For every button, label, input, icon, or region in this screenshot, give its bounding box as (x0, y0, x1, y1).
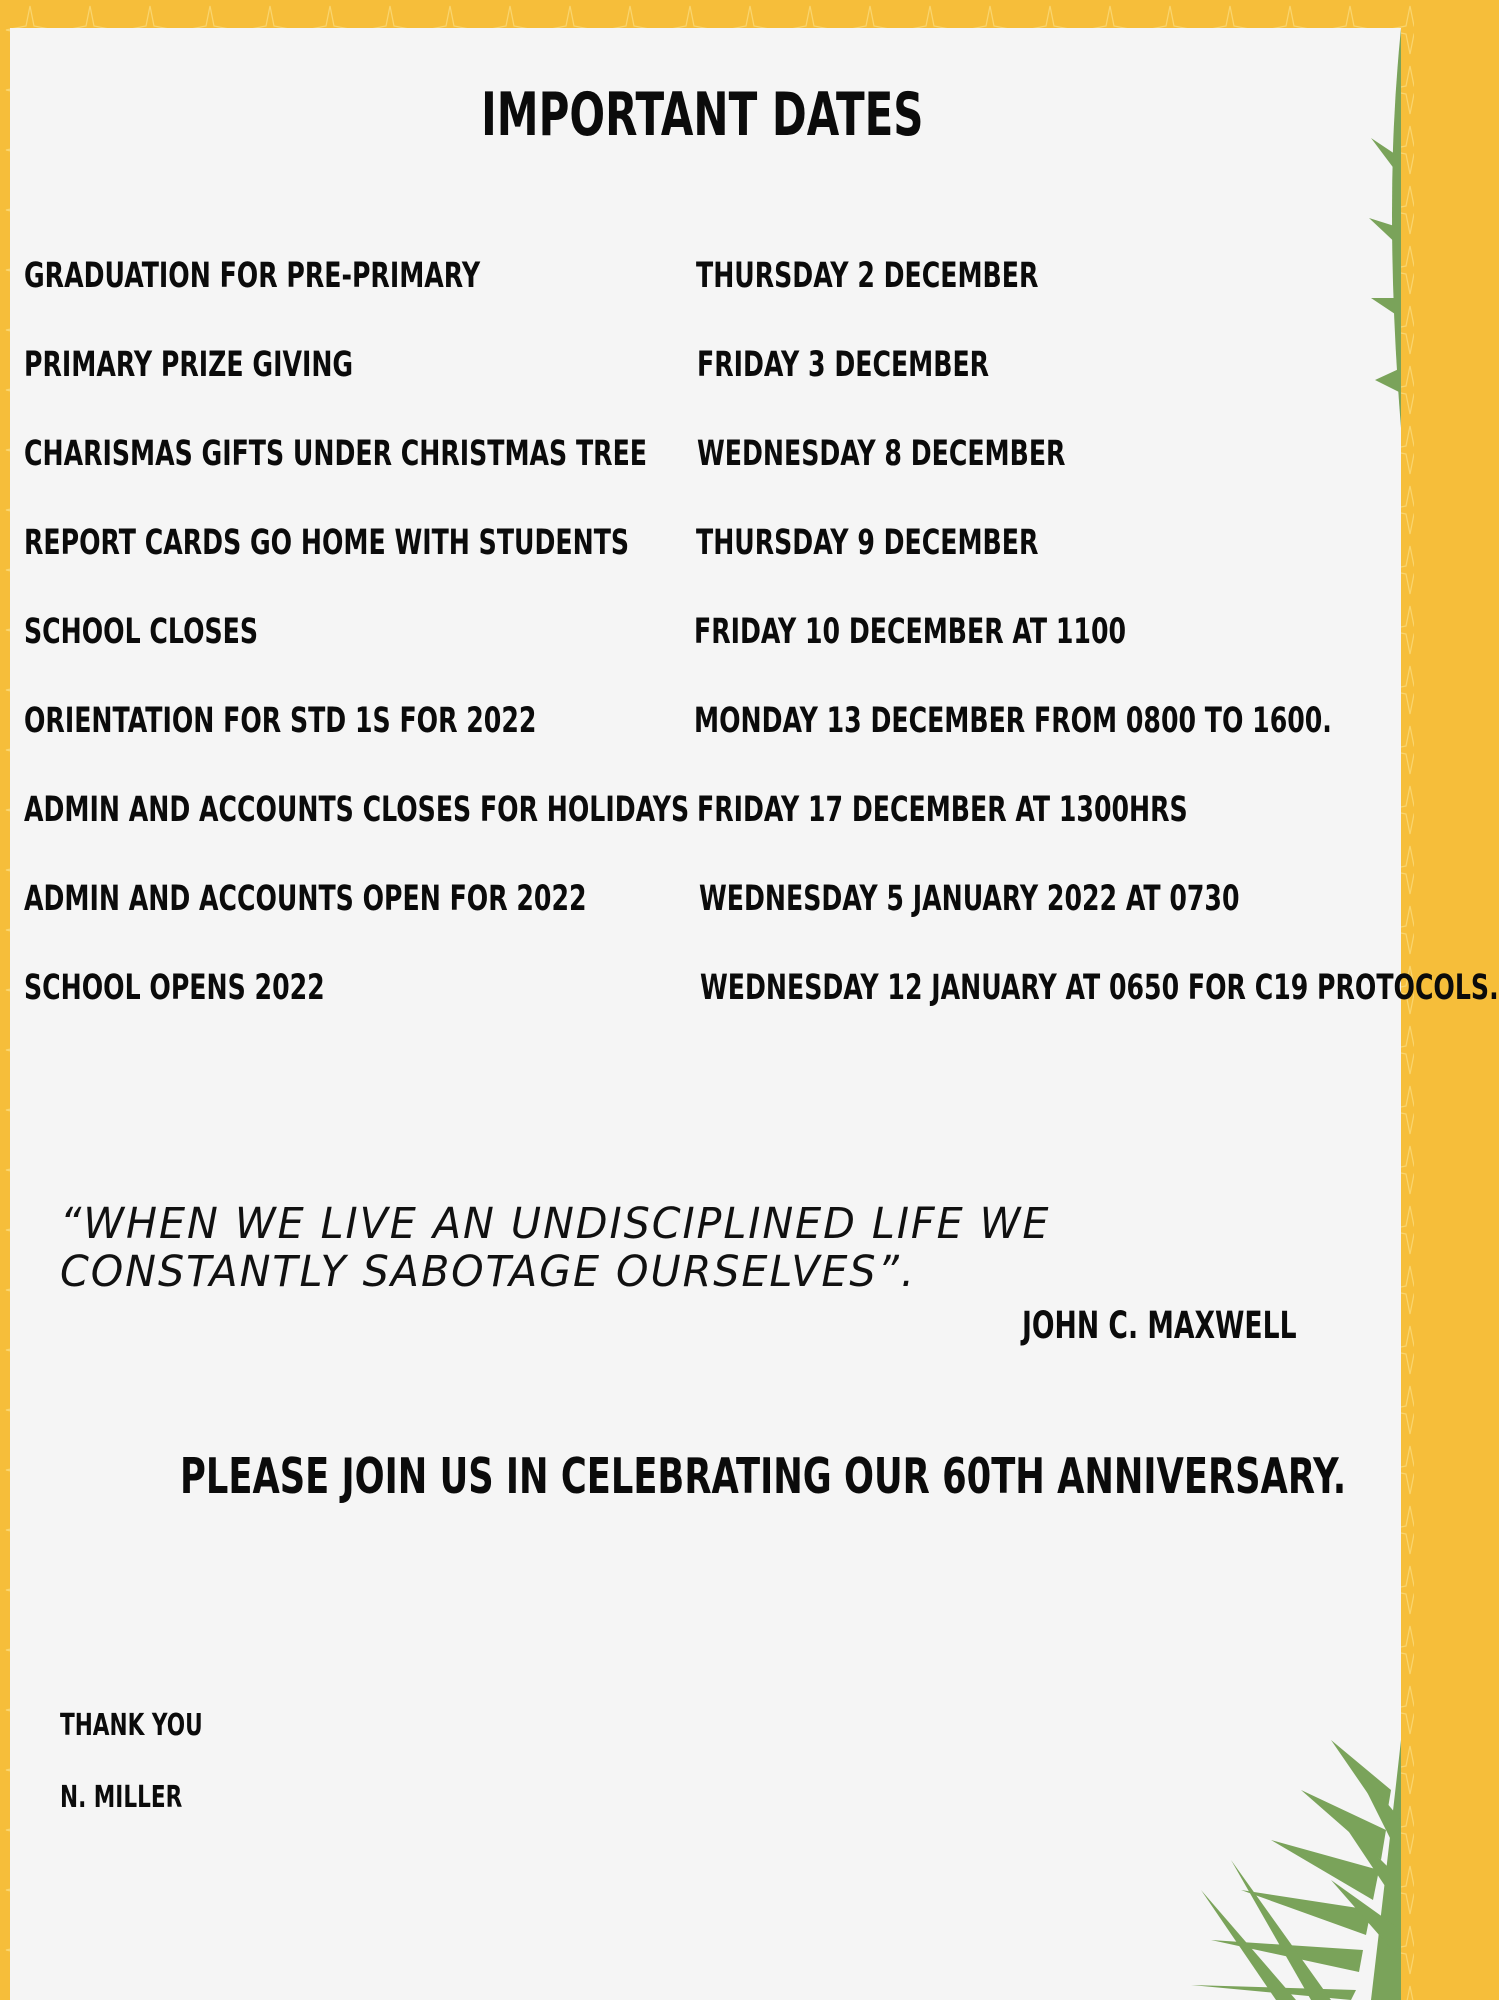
event-date: WEDNESDAY 12 JANUARY AT 0650 FOR C19 PROTOCOLS. (700, 968, 1499, 1008)
event-date: THURSDAY 2 DECEMBER (696, 256, 1039, 296)
notice-page (10, 28, 1499, 2000)
quote-text (60, 1200, 1050, 1296)
event-name: SCHOOL OPENS 2022 (24, 968, 325, 1008)
event-date: FRIDAY 10 DECEMBER AT 1100 (694, 612, 1127, 652)
date-row (24, 612, 1394, 662)
thank-you-text: THANK YOU (60, 1708, 203, 1743)
event-date: THURSDAY 9 DECEMBER (696, 523, 1039, 563)
event-name: ADMIN AND ACCOUNTS OPEN FOR 2022 (24, 879, 587, 919)
event-name: PRIMARY PRIZE GIVING (24, 345, 354, 385)
quote-line: “WHEN WE LIVE AN UNDISCIPLINED LIFE WE (60, 1199, 1051, 1249)
date-row (24, 790, 1394, 840)
page-title: IMPORTANT DATES (481, 80, 924, 150)
date-row (24, 256, 1394, 306)
anniversary-invitation: PLEASE JOIN US IN CELEBRATING OUR 60TH ANNIVERSARY. (180, 1448, 1347, 1505)
event-date: FRIDAY 3 DECEMBER (697, 345, 990, 385)
date-row (24, 434, 1394, 484)
quote-line: CONSTANTLY SABOTAGE OURSELVES”. (60, 1247, 916, 1297)
event-name: CHARISMAS GIFTS UNDER CHRISTMAS TREE (24, 434, 648, 474)
palm-leaf-bottom-decoration (1101, 1700, 1401, 2000)
event-name: SCHOOL CLOSES (24, 612, 258, 652)
date-row (24, 345, 1394, 395)
quote-author: JOHN C. MAXWELL (1022, 1304, 1297, 1347)
event-name: ORIENTATION FOR STD 1S FOR 2022 (24, 701, 537, 741)
date-row (24, 879, 1394, 929)
event-date: MONDAY 13 DECEMBER FROM 0800 TO 1600. (694, 701, 1332, 741)
date-row (24, 968, 1499, 1018)
date-row (24, 523, 1394, 573)
event-name: GRADUATION FOR PRE-PRIMARY (24, 256, 481, 296)
date-row (24, 701, 1394, 751)
event-name: ADMIN AND ACCOUNTS CLOSES FOR HOLIDAYS (24, 790, 690, 830)
event-name: REPORT CARDS GO HOME WITH STUDENTS (24, 523, 630, 563)
event-date: WEDNESDAY 8 DECEMBER (697, 434, 1066, 474)
event-date: WEDNESDAY 5 JANUARY 2022 AT 0730 (699, 879, 1240, 919)
signer-name: N. MILLER (60, 1780, 183, 1815)
event-date: FRIDAY 17 DECEMBER AT 1300HRS (697, 790, 1188, 830)
